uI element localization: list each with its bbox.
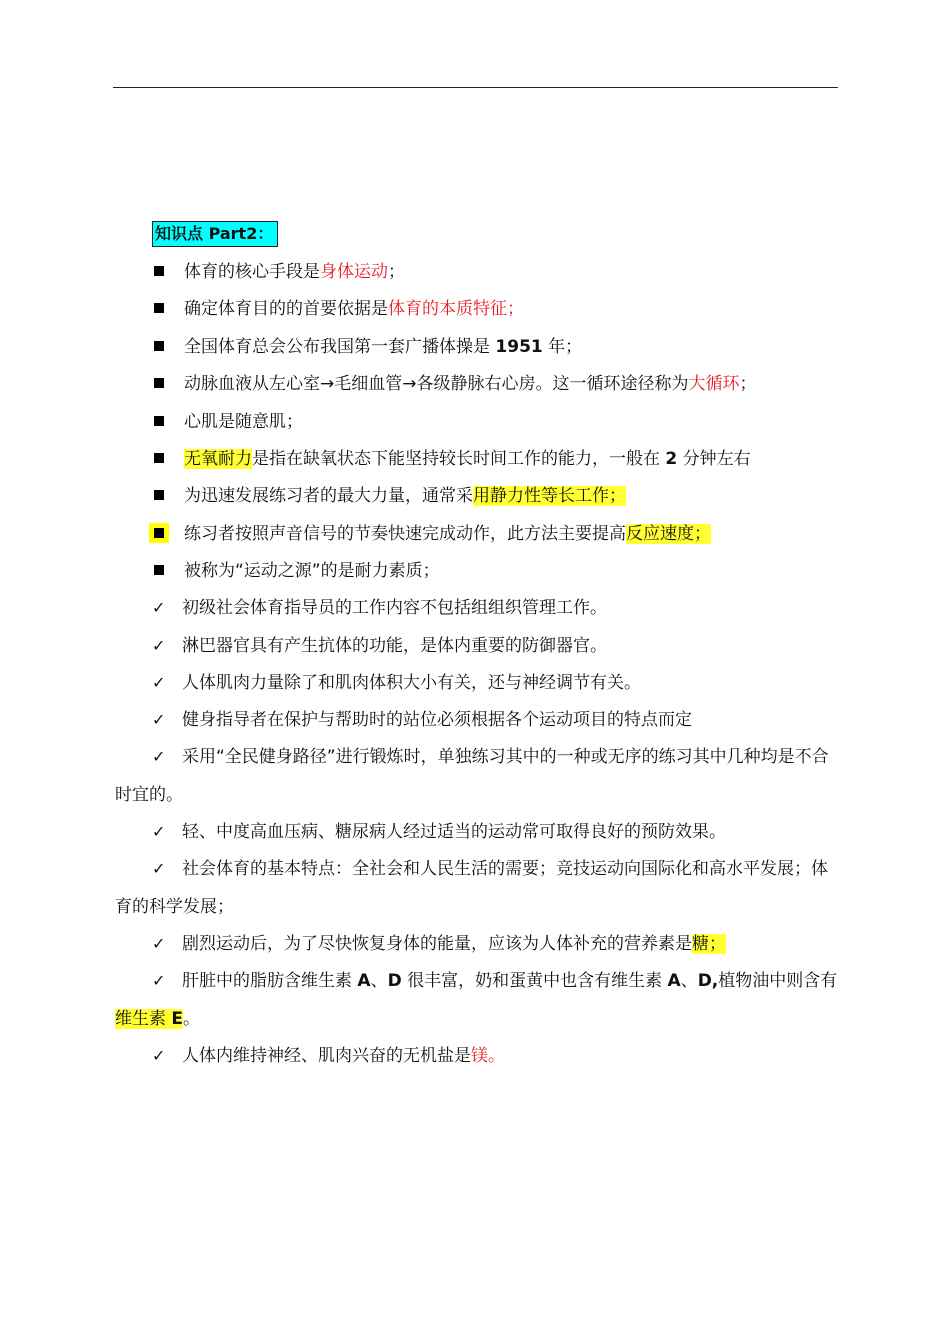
list-item: 心肌是随意肌； [152, 409, 842, 435]
list-item: 全国体育总会公布我国第一套广播体操是 1951 年； [152, 334, 842, 360]
list-item: ✓ 人体肌肉力量除了和肌肉体积大小有关，还与神经调节有关。 [152, 670, 842, 696]
checkmark-icon: ✓ [152, 710, 166, 729]
list-item: 确定体育目的的首要依据是体育的本质特征； [152, 296, 842, 322]
checkmark-icon: ✓ [152, 859, 166, 878]
section-heading: 知识点 Part2： [152, 221, 278, 247]
square-bullet-icon [154, 565, 164, 575]
list-item: ✓ 轻、中度高血压病、糖尿病人经过适当的运动常可取得良好的预防效果。 [152, 819, 842, 845]
list-item: 练习者按照声音信号的节奏快速完成动作，此方法主要提高反应速度； [152, 521, 842, 547]
square-bullet-icon [154, 378, 164, 388]
checkmark-icon: ✓ [152, 636, 166, 655]
square-bullet-icon [154, 416, 164, 426]
square-bullet-icon [154, 266, 164, 276]
checkmark-icon: ✓ [152, 747, 166, 766]
square-bullet-icon [154, 490, 164, 500]
list-item: ✓ 初级社会体育指导员的工作内容不包括组组织管理工作。 [152, 595, 842, 621]
square-bullet-icon [154, 303, 164, 313]
checkmark-icon: ✓ [152, 673, 166, 692]
checkmark-icon: ✓ [152, 822, 166, 841]
square-bullet-icon [154, 341, 164, 351]
list-item: ✓ 社会体育的基本特点：全社会和人民生活的需要；竞技运动向国际化和高水平发展；体育的科学发展； [115, 850, 840, 926]
square-bullet-icon [154, 453, 164, 463]
list-item: ✓ 肝脏中的脂肪含维生素 A、D 很丰富，奶和蛋黄中也含有维生素 A、D,植物油中则含有维生素 E。 [115, 962, 840, 1038]
list-item: 为迅速发展练习者的最大力量，通常采用静力性等长工作； [152, 483, 842, 509]
checkmark-icon: ✓ [152, 1046, 166, 1065]
list-item: ✓ 淋巴器官具有产生抗体的功能，是体内重要的防御器官。 [152, 633, 842, 659]
list-item: 体育的核心手段是身体运动； [152, 259, 842, 285]
checkmark-icon: ✓ [152, 598, 166, 617]
list-item: ✓ 健身指导者在保护与帮助时的站位必须根据各个运动项目的特点而定 [152, 707, 842, 733]
list-item: ✓ 人体内维持神经、肌肉兴奋的无机盐是镁。 [152, 1043, 842, 1069]
header-rule [113, 87, 838, 88]
square-bullet-icon [154, 528, 164, 538]
checkmark-icon: ✓ [152, 971, 166, 990]
list-item: 动脉血液从左心室→毛细血管→各级静脉右心房。这一循环途径称为大循环； [152, 371, 842, 397]
list-item: ✓ 剧烈运动后，为了尽快恢复身体的能量，应该为人体补充的营养素是糖； [152, 931, 842, 957]
checkmark-icon: ✓ [152, 934, 166, 953]
list-item: 无氧耐力是指在缺氧状态下能坚持较长时间工作的能力，一般在 2 分钟左右 [152, 446, 842, 472]
list-item: 被称为“运动之源”的是耐力素质； [152, 558, 842, 584]
list-item: ✓ 采用“全民健身路径”进行锻炼时，单独练习其中的一种或无序的练习其中几种均是不合时宜的。 [115, 738, 840, 814]
